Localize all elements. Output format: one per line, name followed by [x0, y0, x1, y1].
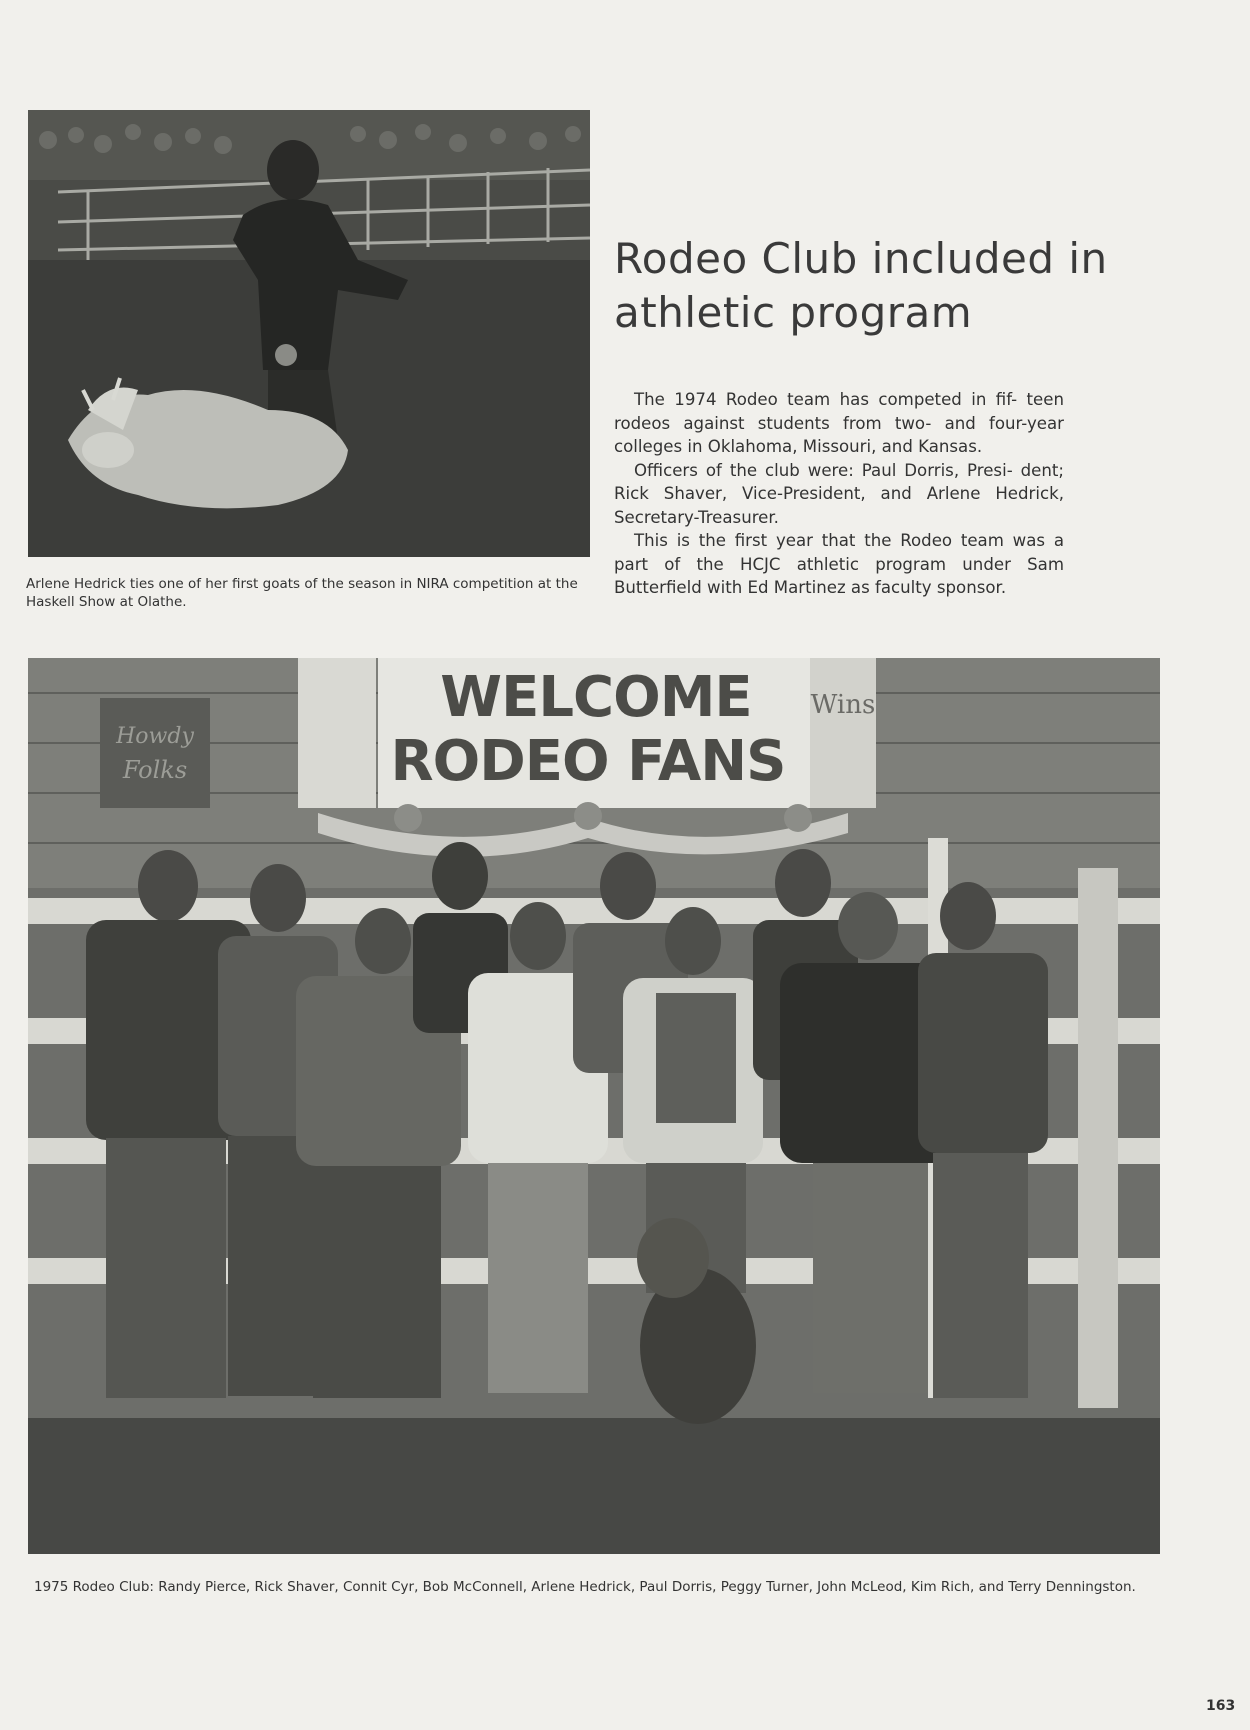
article-paragraph: The 1974 Rodeo team has competed in fif- teen rodeos against students from two- and four-year colleges in Oklahoma, Missouri, and Kansas. — [614, 390, 1064, 456]
svg-text:Folks: Folks — [122, 756, 188, 784]
top-photo-caption: Arlene Hedrick ties one of her first goats of the season in NIRA competition at the Haskell Show at Olathe. — [26, 576, 578, 610]
article-headline: Rodeo Club included in athletic program — [614, 234, 1108, 337]
banner-rodeo-fans: RODEO FANS — [390, 729, 786, 794]
article-paragraph: Officers of the club were: Paul Dorris, Presi- dent; Rick Shaver, Vice-President, and Arlene Hedrick, Secretary-Treasurer. — [614, 460, 1064, 527]
wins-poster: Wins — [810, 690, 876, 720]
article-body — [614, 388, 1064, 600]
article-paragraph: This is the first year that the Rodeo team was a part of the HCJC athletic program under Sam Butterfield with Ed Martinez as faculty sponsor. — [614, 531, 1064, 597]
howdy-folks-sign: Howdy — [116, 724, 194, 749]
page-number: 163 — [1206, 1698, 1236, 1714]
rodeo-club-group-photo — [28, 658, 1160, 1554]
group-photo-caption: 1975 Rodeo Club: Randy Pierce, Rick Shaver, Connit Cyr, Bob McConnell, Arlene Hedrick, Paul Dorris, Peggy Turner, John McLeod, Kim Rich, and Terry Denningston. — [34, 1579, 1136, 1595]
banner-welcome: WELCOME — [440, 665, 752, 730]
goat-tying-photo — [28, 110, 590, 557]
